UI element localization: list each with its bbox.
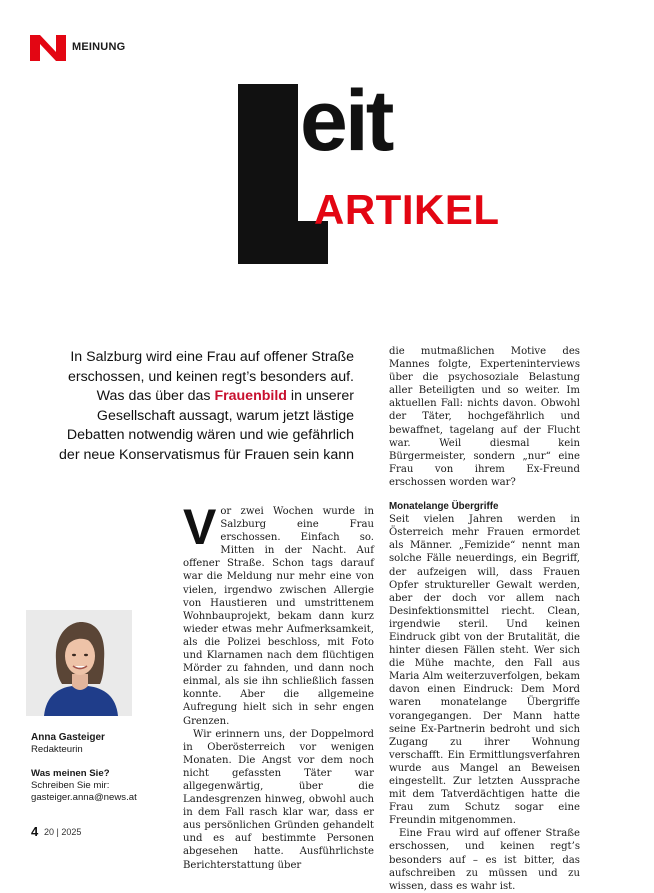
paragraph-1-text: or zwei Wochen wurde in Salzburg eine Frau erschossen. Einfach so. Mitten in der Nacht. Auf offener Straße. Schon tags darauf war die Meldung nur mehr eine von vielen, irgendwo zwischen Allergie von Haustieren und umstrittenem Wohnbauprojekt, bekam dann kurz wieder etwas mehr Aufmerksamkeit, als die Polizei beschloss, mit Foto und Klarnamen nach dem flüchtigen Mörder zu fahnden, und dann noch einmal, als sie ihn schließlich fassen konnte. Aber die allgemeine Aufregung hielt sich in sehr engen Grenzen. xyxy=(183,506,374,727)
author-info xyxy=(31,732,171,804)
lead-paragraph xyxy=(54,348,354,466)
lead-text-2: in unserer Gesellschaft aussagt, warum jetzt lästige Debatten notwendig wären und wie gefährlich der neue Konservatismus für Frauen sein kann xyxy=(59,388,354,463)
article-column-2 xyxy=(389,345,580,893)
article-paragraph xyxy=(183,499,374,728)
article-column-1 xyxy=(183,499,374,872)
article-paragraph: Wir erinnern uns, der Doppelmord in Oberösterreich vor wenigen Monaten. Die Angst vor dem noch nicht gefassten Täter war allgegenwärtig, über die Landesgrenzen hinweg, obwohl auch in dem Fall rasch klar war, dass er aus persönlichen Gründen gehandelt und es auf bestimmte Personen abgesehen hatte. Ausführlichste Berichterstattung über xyxy=(183,728,374,871)
news-logo xyxy=(30,35,66,61)
author-question: Was meinen Sie? xyxy=(31,768,110,779)
title-eit: eit xyxy=(300,73,392,169)
page-number: 4 xyxy=(31,824,39,839)
article-paragraph: die mutmaßlichen Motive des Mannes folgte, Experteninterviews über die psychosoziale Belastung aller Beteiligten und so weiter. Im aktuellen Fall: nichts davon. Obwohl der Täter, hochgefährlich und bewaffnet, tagelang auf der Flucht war. Weil diesmal kein Bürgermeister, sondern „nur“ eine Frau von ihrem Ex-Freund erschossen worden war? xyxy=(389,346,580,488)
issue-number: 20 | 2025 xyxy=(44,827,82,837)
dropcap: V xyxy=(183,499,217,555)
author-name: Anna Gasteiger xyxy=(31,732,105,743)
title-artikel: ARTIKEL xyxy=(314,186,500,233)
article-paragraph: Eine Frau wird auf offener Straße erschossen, und keinen regt’s besonders auf – es ist bitter, das aufschreiben zu müssen und zu wissen, dass es wahr ist. xyxy=(389,828,580,892)
author-role: Redakteurin xyxy=(31,744,83,755)
section-label: MEINUNG xyxy=(72,41,126,53)
subheading: Monatelange Übergriffe xyxy=(389,501,499,513)
author-email-link[interactable]: gasteiger.anna@news.at xyxy=(31,792,137,803)
author-cta: Schreiben Sie mir: xyxy=(31,780,110,791)
lead-highlight: Frauenbild xyxy=(214,388,287,405)
article-paragraph: Seit vielen Jahren werden in Österreich mehr Frauen ermordet als Männer. „Femizide“ nennt man solche Fälle neuerdings, ein Begriff, der aufzeigen will, dass Frauen Opfer struktureller Gewalt werden, aber der doch vor allem nach Desinfektionsmittel riecht. Clean, irgendwie steril. Und keinen Eindruck gibt von der Brutalität, die hinter diesen Fällen steht. Wer sich die Mühe machte, den Fall aus Maria Alm weiterzuverfolgen, bekam davon einen Eindruck: Dem Mord waren monatelange Übergriffe vorangegangen. Der Mann hatte seine Ex-Partnerin bedroht und sich Zugang zu ihrer Wohnung verschafft. Ein Ermittlungsverfahren wurde aus Mangel an Beweisen eingestellt. Zur letzten Aussprache mit dem Tatverdächtigen hatte die Frau zum Schutz sogar eine Freundin mitgenommen. xyxy=(389,514,580,827)
author-avatar xyxy=(26,610,132,716)
lead-text-1: In Salzburg wird eine Frau auf offener Straße erschossen, und keinen regt’s besonders auf. Was das über das xyxy=(67,349,354,405)
